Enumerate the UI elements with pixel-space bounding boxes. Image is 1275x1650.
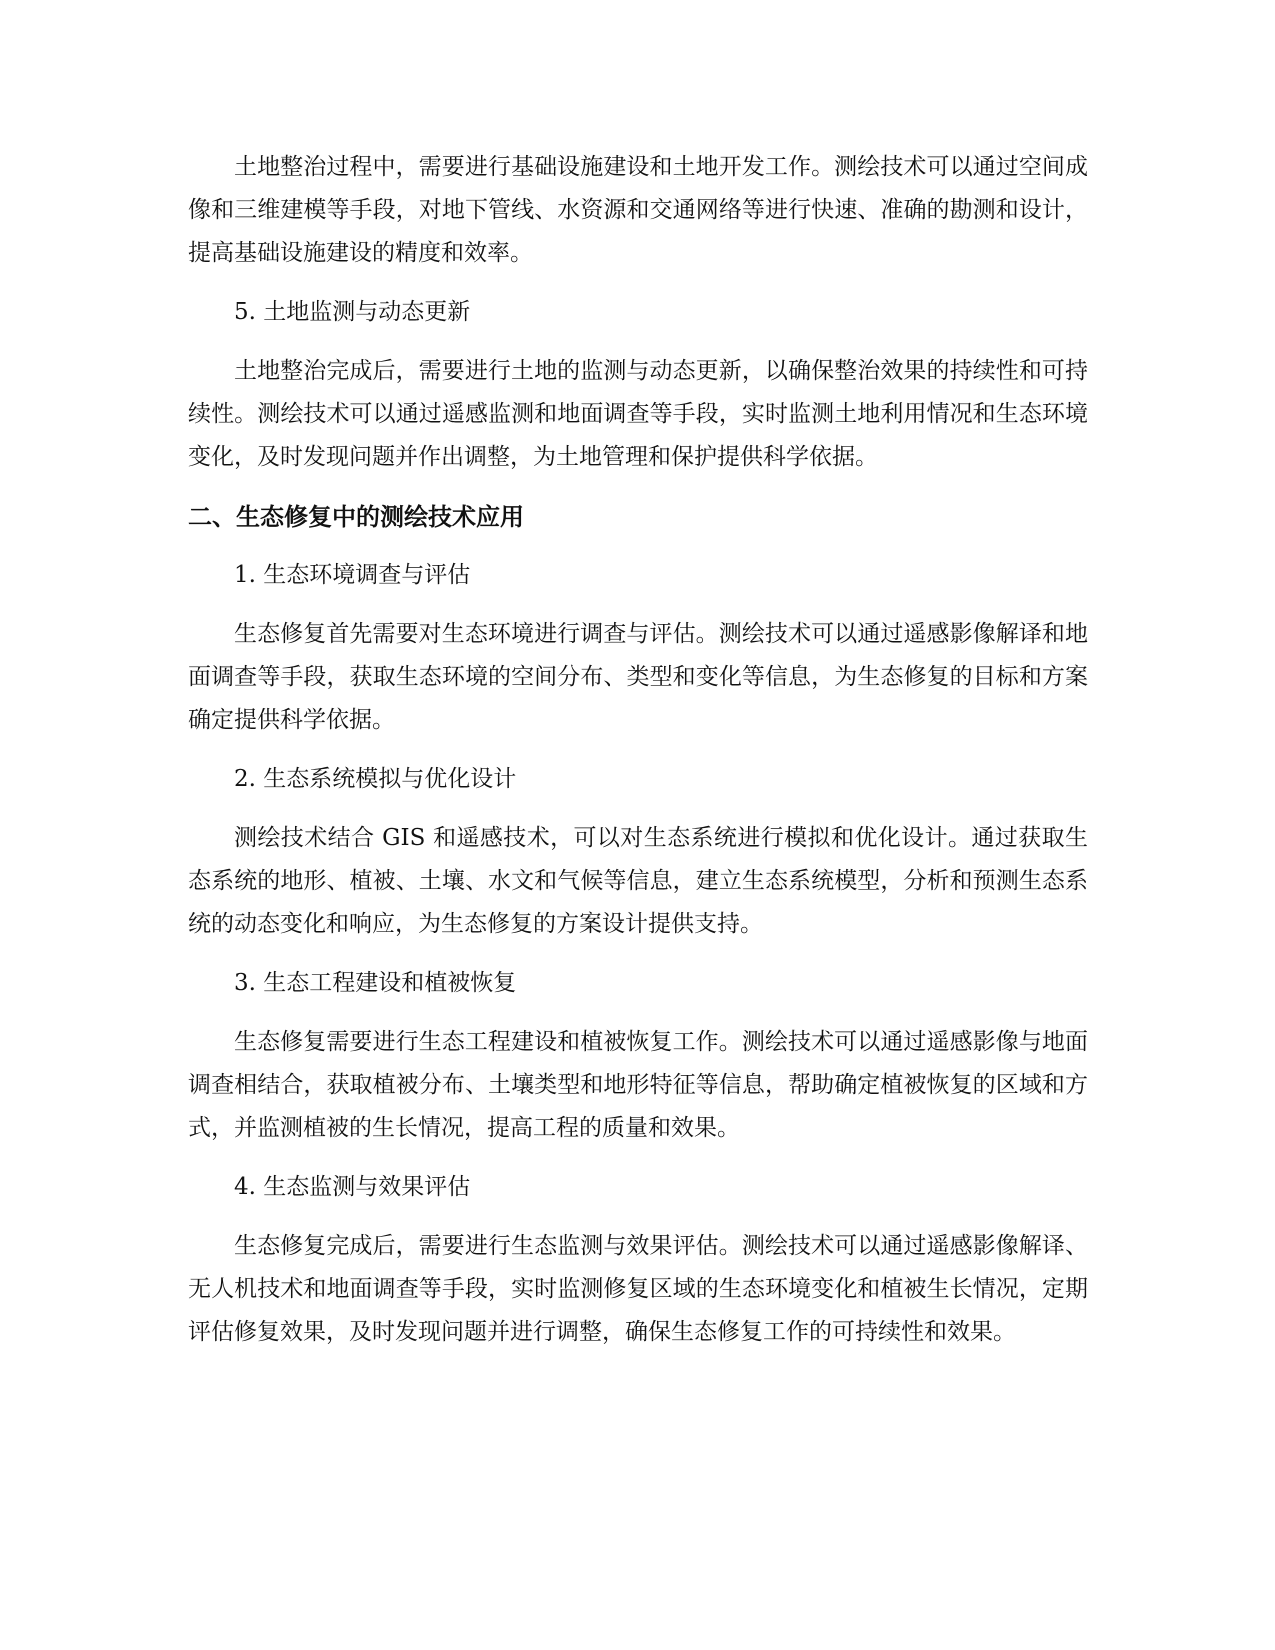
subheading-eco-simulation: 2. 生态系统模拟与优化设计	[234, 766, 517, 792]
subheading-eco-evaluation: 4. 生态监测与效果评估	[234, 1174, 471, 1200]
section-heading-ecological-restoration: 二、生态修复中的测绘技术应用	[188, 503, 524, 531]
paragraph-eco-engineering: 生态修复需要进行生态工程建设和植被恢复工作。测绘技术可以通过遥感影像与地面调查相结合，获取植被分布、土壤类型和地形特征等信息，帮助确定植被恢复的区域和方式，并监测植被的生长情况，提高工程的质量和效果。	[188, 1029, 1088, 1141]
subheading-eco-survey: 1. 生态环境调查与评估	[234, 562, 471, 588]
document-body	[188, 146, 1088, 1370]
subheading-eco-engineering: 3. 生态工程建设和植被恢复	[234, 970, 517, 996]
paragraph-eco-simulation: 测绘技术结合 GIS 和遥感技术，可以对生态系统进行模拟和优化设计。通过获取生态系统的地形、植被、土壤、水文和气候等信息，建立生态系统模型，分析和预测生态系统的动态变化和响应，为生态修复的方案设计提供支持。	[188, 825, 1088, 937]
paragraph-eco-survey: 生态修复首先需要对生态环境进行调查与评估。测绘技术可以通过遥感影像解译和地面调查等手段，获取生态环境的空间分布、类型和变化等信息，为生态修复的目标和方案确定提供科学依据。	[188, 621, 1088, 733]
paragraph-land-monitoring: 土地整治完成后，需要进行土地的监测与动态更新，以确保整治效果的持续性和可持续性。测绘技术可以通过遥感监测和地面调查等手段，实时监测土地利用情况和生态环境变化，及时发现问题并作出调整，为土地管理和保护提供科学依据。	[188, 358, 1088, 470]
paragraph-infrastructure: 土地整治过程中，需要进行基础设施建设和土地开发工作。测绘技术可以通过空间成像和三维建模等手段，对地下管线、水资源和交通网络等进行快速、准确的勘测和设计，提高基础设施建设的精度和效率。	[188, 154, 1088, 266]
paragraph-eco-evaluation: 生态修复完成后，需要进行生态监测与效果评估。测绘技术可以通过遥感影像解译、无人机技术和地面调查等手段，实时监测修复区域的生态环境变化和植被生长情况，定期评估修复效果，及时发现问题并进行调整，确保生态修复工作的可持续性和效果。	[188, 1233, 1088, 1345]
subheading-land-monitoring: 5. 土地监测与动态更新	[234, 299, 471, 325]
